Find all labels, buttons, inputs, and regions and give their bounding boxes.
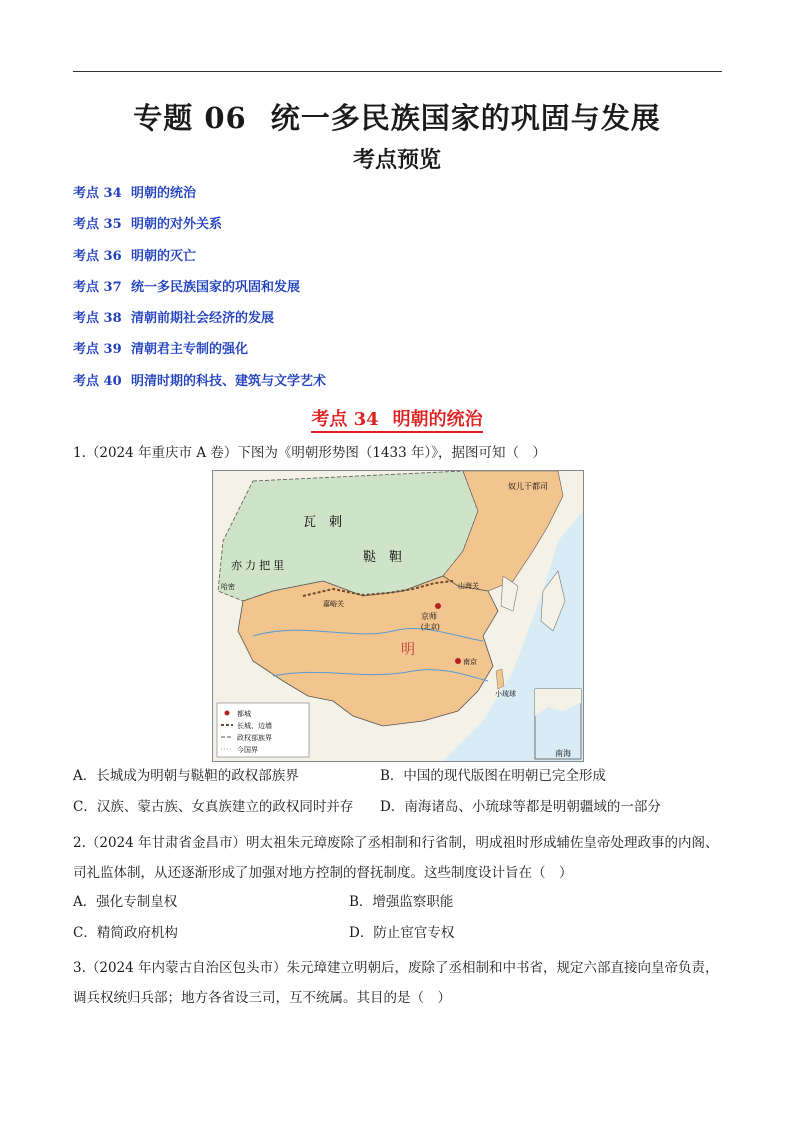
section-label: 明朝的统治	[392, 409, 483, 430]
map-label-nanhai: 南海	[555, 749, 571, 758]
toc-item-39[interactable]	[73, 340, 326, 371]
header-rule	[73, 71, 722, 72]
map-label-xiaoliuqiu: 小琉球	[495, 691, 516, 698]
q1-option-d[interactable]: D．南海诸岛、小琉球等都是明朝疆域的一部分	[380, 799, 661, 815]
q2-option-d[interactable]: D．防止宦官专权	[349, 925, 455, 941]
map-label-jingshi: 京师	[421, 612, 437, 621]
question-3-stem: 3.（2024 年内蒙古自治区包头市）朱元璋建立明朝后，废除了丞相制和中书省，规定六部直接向皇帝负责，调兵权统归兵部；地方各省设三司，互不统属。其目的是（ ）	[73, 960, 719, 1006]
legend-capital-symbol	[225, 711, 230, 716]
toc-label: 明朝的统治	[131, 186, 197, 201]
map-capital-nanjing	[455, 658, 461, 664]
section-heading	[0, 405, 794, 431]
toc-num: 考点 34	[73, 186, 122, 201]
map-label-beijing: (北京)	[421, 624, 440, 631]
question-1-stem: 1.（2024 年重庆市 A 卷）下图为《明朝形势图（1433 年）》，据图可知（ ）	[73, 445, 547, 461]
page-subtitle: 考点预览	[352, 147, 441, 173]
toc-num: 考点 39	[73, 342, 122, 358]
toc-item-36[interactable]	[73, 247, 326, 278]
q2-option-b[interactable]: B．增强监察职能	[349, 894, 454, 910]
map-label-nanjing: 南京	[463, 659, 477, 666]
q1-option-c[interactable]: C．汉族、蒙古族、女真族建立的政权同时并存	[73, 799, 354, 815]
toc-num: 考点 35	[73, 217, 122, 233]
map-capital-beijing	[435, 603, 441, 609]
page-title	[0, 96, 794, 137]
legend-wall-label: 长城、边墙	[237, 723, 272, 730]
legend-border-label: 政权部族界	[237, 735, 272, 742]
q1-option-a[interactable]: A．长城成为明朝与鞑靼的政权部族界	[73, 768, 299, 784]
map-label-wala: 瓦 剌	[303, 514, 343, 529]
map-label-ming: 明	[401, 641, 415, 657]
legend-capital-label: 都城	[237, 711, 251, 718]
toc-label: 明清时期的科技、建筑与文学艺术	[131, 373, 327, 389]
title-text: 统一多民族国家的巩固与发展	[270, 101, 661, 135]
toc-label: 清朝前期社会经济的发展	[131, 311, 275, 327]
legend-modern-border-label: 今国界	[237, 747, 258, 754]
section-num: 考点 34	[311, 409, 379, 430]
q2-option-c[interactable]: C．精简政府机构	[73, 925, 178, 941]
toc-item-34[interactable]	[73, 184, 326, 215]
question-2-stem: 2.（2024 年甘肃省金昌市）明太祖朱元璋废除了丞相制和行省制，明成祖时形成辅佐皇帝处理政事的内阁、司礼监体制，从还逐渐形成了加强对地方控制的督抚制度。这些制度设计旨在（ ）	[73, 835, 719, 881]
map-label-jiayuguan: 嘉峪关	[323, 601, 344, 608]
toc-item-35[interactable]	[73, 215, 326, 246]
map-graphic	[213, 471, 583, 761]
toc-num: 考点 37	[73, 279, 122, 295]
ming-map	[212, 470, 584, 762]
toc-item-38[interactable]	[73, 309, 326, 340]
map-label-hami: 哈密	[221, 584, 235, 591]
toc-num: 考点 36	[73, 248, 122, 264]
title-number: 专题 06	[133, 101, 247, 135]
toc-label: 清朝君主专制的强化	[131, 342, 249, 358]
q2-option-a[interactable]: A．强化专制皇权	[73, 894, 178, 910]
map-label-nuergan: 奴儿干都司	[508, 482, 548, 491]
toc-item-37[interactable]	[73, 278, 326, 309]
map-label-yilibali: 亦 力 把 里	[231, 560, 285, 572]
toc-num: 考点 40	[73, 373, 122, 389]
q1-option-b[interactable]: B．中国的现代版图在明朝已完全形成	[380, 768, 606, 784]
map-label-dada: 鞑 靼	[363, 549, 403, 564]
toc-num: 考点 38	[73, 311, 122, 327]
toc-label: 明朝的灭亡	[131, 248, 197, 264]
toc-list	[73, 184, 326, 403]
toc-label: 明朝的对外关系	[131, 217, 223, 233]
toc-label: 统一多民族国家的巩固和发展	[131, 279, 301, 295]
map-label-shanhaiguan: 山海关	[458, 583, 479, 590]
toc-item-40[interactable]	[73, 372, 326, 403]
